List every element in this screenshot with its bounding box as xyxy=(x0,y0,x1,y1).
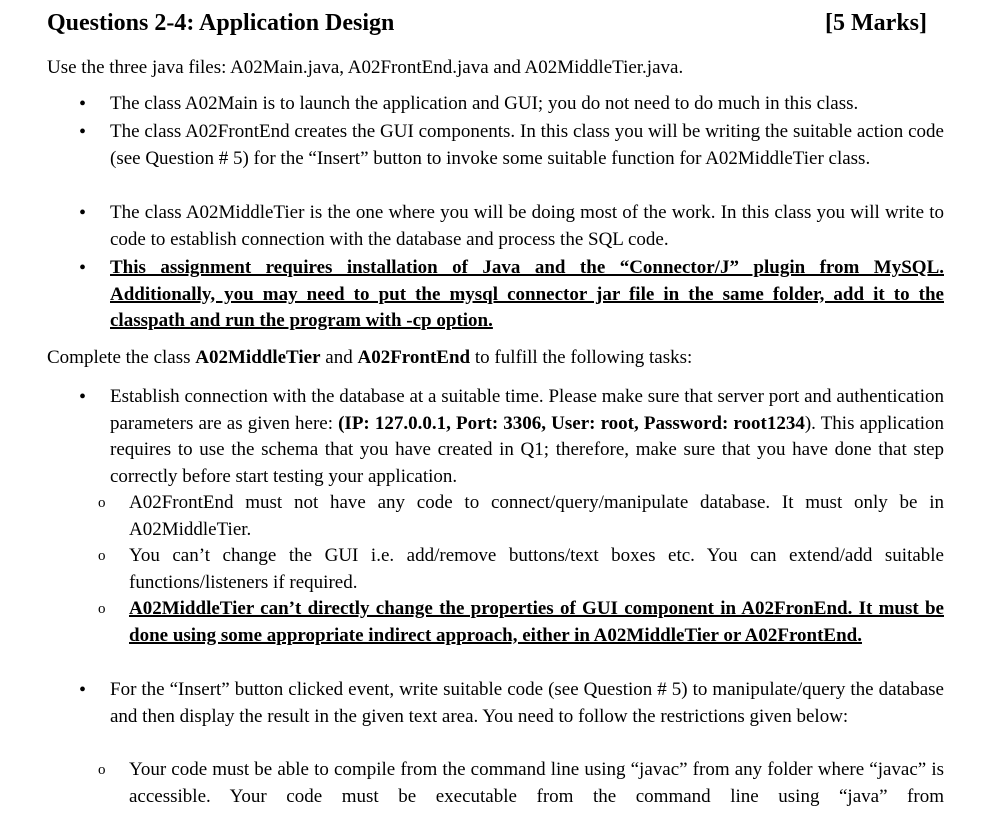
requirement-note: This assignment requires installation of Java and the “Connector/J” plugin from MySQL. Additionally, you may need to put the mysql connector jar file in the same folder, add it to the classpath and run the program with -cp option. xyxy=(110,257,944,331)
connection-task-before: Establish connection with the database at a suitable time. Please make sure that server port and authentication parameters are as given here: xyxy=(110,386,944,434)
bullet-text: The class A02MiddleTier is the one where you will be doing most of the work. In this class you will write to code to establish connection with the database and process the SQL code. xyxy=(110,202,944,250)
bullet-marker: • xyxy=(79,257,87,279)
marks-label: [5 Marks] xyxy=(825,10,927,36)
intro-text: Use the three java files: A02Main.java, A02FrontEnd.java and A02MiddleTier.java. xyxy=(47,57,684,78)
sub-bullet-marker: o xyxy=(98,548,106,564)
sub-bullet-text-important: A02MiddleTier can’t directly change the properties of GUI component in A02FronEnd. It must be done using some appropriate indirect approach, either in A02MiddleTier or A02FrontEnd. xyxy=(129,598,944,646)
sub-bullet-text: Your code must be able to compile from the command line using “javac” from any folder where “javac” is accessible. Your code must be executable from the command line using “java” from xyxy=(129,759,944,807)
connection-task-after: ). This application requires to use the schema that you have created in Q1; therefore, make sure that you have done that step correctly before start testing your application. xyxy=(110,412,944,487)
bullet-marker: • xyxy=(79,121,87,143)
sub-bullet-marker: o xyxy=(98,495,106,511)
bullet-marker: • xyxy=(79,202,87,224)
sub-bullet-text: A02FrontEnd must not have any code to connect/query/manipulate database. It must only be in A02MiddleTier. xyxy=(129,492,944,540)
section-heading xyxy=(47,10,927,44)
bullet-text: The class A02FrontEnd creates the GUI components. In this class you will be writing the suitable action code (see Question # 5) for the “Insert” button to invoke some suitable function for A02MiddleTier class. xyxy=(110,121,944,169)
class-name-middletier: A02MiddleTier xyxy=(195,347,321,368)
sub-bullet-marker: o xyxy=(98,762,106,778)
connection-task-text xyxy=(110,384,944,490)
complete-prefix: Complete the class xyxy=(47,347,196,368)
bullet-text: The class A02Main is to launch the application and GUI; you do not need to do much in this class. xyxy=(110,93,859,114)
bullet-marker: • xyxy=(79,679,87,701)
bullet-marker: • xyxy=(79,93,87,115)
connection-params: (IP: 127.0.0.1, Port: 3306, User: root, Password: root1234 xyxy=(338,412,805,434)
complete-and: and xyxy=(320,347,358,368)
sub-bullet-marker: o xyxy=(98,601,106,617)
sub-bullet-text: You can’t change the GUI i.e. add/remove buttons/text boxes etc. You can extend/add suitable functions/listeners if required. xyxy=(129,545,944,593)
insert-task-text: For the “Insert” button clicked event, write suitable code (see Question # 5) to manipulate/query the database and then display the result in the given text area. You need to follow the restrictions given below: xyxy=(110,679,944,727)
section-title: Questions 2-4: Application Design xyxy=(47,10,395,36)
complete-instruction xyxy=(47,345,692,372)
complete-suffix: to fulfill the following tasks: xyxy=(470,347,693,368)
class-name-frontend: A02FrontEnd xyxy=(357,347,471,368)
bullet-marker: • xyxy=(79,386,87,408)
